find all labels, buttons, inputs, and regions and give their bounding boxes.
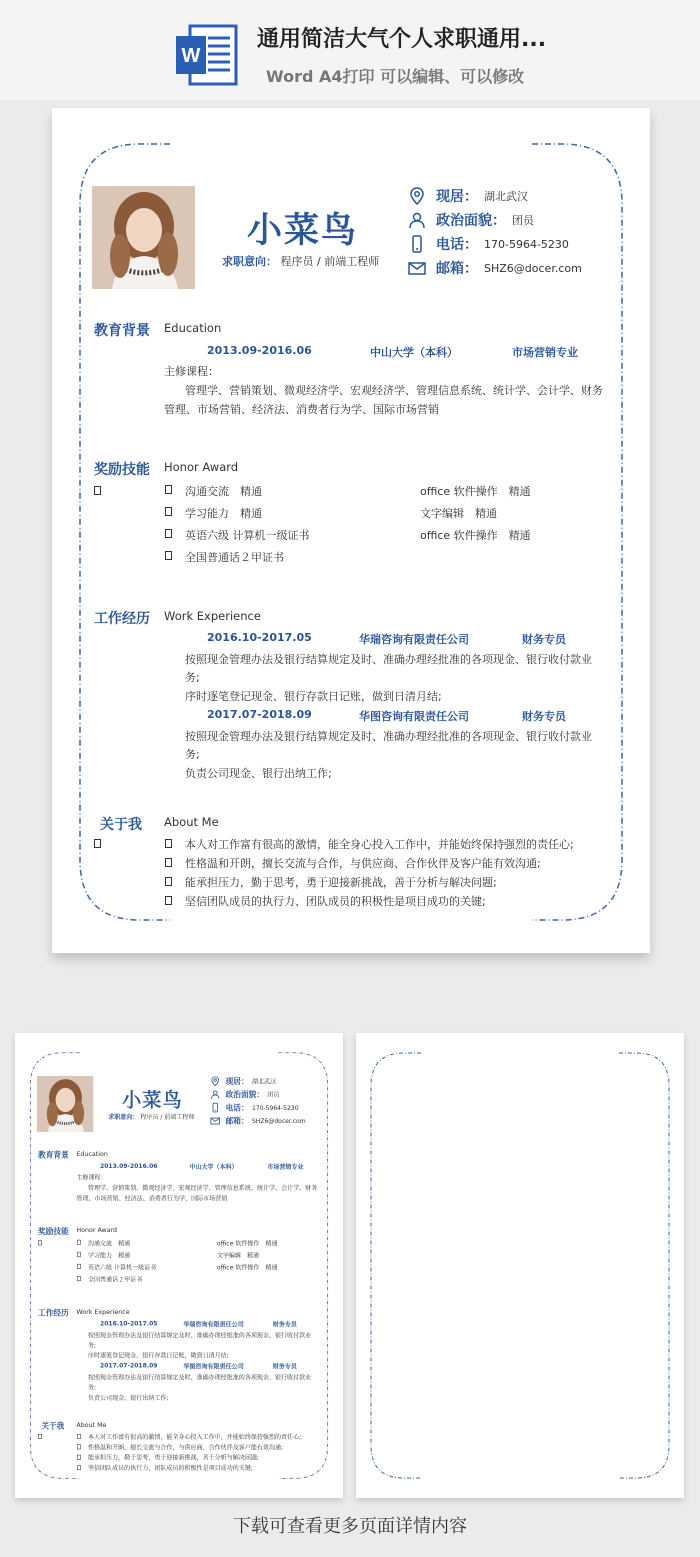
job-intent-label: 求职意向： <box>108 1113 139 1121</box>
person-icon <box>210 1089 220 1099</box>
job-intent <box>222 253 379 269</box>
job-company: 华瑞咨询有限责任公司 <box>359 633 469 646</box>
word-document-icon <box>174 22 240 88</box>
bullet-box <box>77 1444 81 1449</box>
education-title: 教育背景 <box>94 323 150 339</box>
work-title-en: Work Experience <box>76 1307 130 1316</box>
job-duty-line: 序时逐笔登记现金、银行存款日记账，做到日清月结; <box>185 690 442 703</box>
awards-title: 奖励技能 <box>94 462 150 478</box>
job-period: 2016.10-2017.05 <box>100 1319 158 1327</box>
document-subtitle: Word A4打印 可以编辑、可以修改 <box>266 67 525 86</box>
candidate-name: 小菜鸟 <box>121 1089 183 1112</box>
bullet-box <box>77 1434 81 1439</box>
job-duty-line: 务; <box>185 671 200 684</box>
courses-label: 主修课程： <box>164 365 219 378</box>
job-duty-line: 按照现金管理办法及银行结算规定及时、准确办理经批准的各项现金、银行收付款业 <box>87 1331 312 1340</box>
job-period: 2017.07-2018.09 <box>207 708 312 721</box>
education-school: 中山大学（本科） <box>189 1163 238 1171</box>
bullet-box <box>165 485 172 494</box>
skill-item: 文字编辑 精通 <box>420 507 497 520</box>
bullet-box <box>165 551 172 560</box>
bullet-box <box>77 1276 81 1281</box>
job-duty-line: 务; <box>87 1341 97 1349</box>
location-pin-icon <box>210 1076 220 1086</box>
education-title-en: Education <box>164 321 222 335</box>
job-duty-line: 按照现金管理办法及银行结算规定及时、准确办理经批准的各项现金、银行收付款业 <box>185 730 592 743</box>
education-title-en: Education <box>76 1149 108 1158</box>
bullet-box <box>38 1240 42 1245</box>
job-duty-line: 务; <box>185 748 200 761</box>
education-major: 市场营销专业 <box>267 1163 304 1171</box>
document-title: 通用简洁大气个人求职通用... <box>257 27 547 52</box>
resume-page-1 <box>52 108 650 953</box>
job-duty-line: 序时逐笔登记现金、银行存款日记账，做到日清月结; <box>87 1352 229 1360</box>
award-item: 全国普通话２甲证书 <box>87 1275 143 1284</box>
about-title: 关于我 <box>100 817 142 833</box>
job-intent <box>108 1113 194 1122</box>
about-item: 能承担压力，勤于思考，勇于迎接新挑战，善于分析与解决问题; <box>87 1454 259 1462</box>
education-period: 2013.09-2016.06 <box>207 344 312 357</box>
svg-text:W: W <box>181 45 201 67</box>
page-thumbnail-1-content <box>15 1033 343 1496</box>
job-intent-value: 程序员 / 前端工程师 <box>140 1113 195 1121</box>
contact-location: 现居： 湖北武汉 <box>210 1076 276 1087</box>
job-role: 财务专员 <box>522 633 566 646</box>
person-icon <box>408 211 426 229</box>
about-item: 性格温和开朗，擅长交流与合作，与供应商、合作伙伴及客户能有效沟通; <box>185 857 541 870</box>
about-item: 本人对工作富有很高的激情，能全身心投入工作中，并能始终保持强烈的责任心; <box>87 1433 302 1441</box>
skill-item: office 软件操作 精通 <box>216 1239 278 1247</box>
bullet-box <box>165 877 172 886</box>
page-thumbnail-2[interactable] <box>356 1033 684 1498</box>
page-thumbnail-1[interactable] <box>15 1033 343 1498</box>
contact-location: 现居： 湖北武汉 <box>408 186 528 206</box>
contact-email: 邮箱： SHZ6@docer.com <box>408 258 582 278</box>
job-period: 2016.10-2017.05 <box>207 631 312 644</box>
bullet-box <box>77 1264 81 1269</box>
about-item: 坚信团队成员的执行力、团队成员的积极性是项目成功的关键; <box>185 895 486 908</box>
bullet-box <box>77 1252 81 1257</box>
phone-icon <box>408 235 426 253</box>
skill-item: office 软件操作 精通 <box>216 1263 278 1272</box>
location-pin-icon <box>408 187 426 205</box>
job-intent-label: 求职意向： <box>222 255 277 268</box>
contact-phone: 电话： 170-5964-5230 <box>408 234 569 254</box>
bullet-box <box>165 896 172 905</box>
phone-icon <box>210 1103 220 1113</box>
envelope-icon <box>210 1116 220 1126</box>
award-item: 沟通交流 精通 <box>185 485 262 498</box>
about-title-en: About Me <box>164 815 219 829</box>
courses-line-2: 管理、市场营销、经济法、消费者行为学、国际市场营销 <box>76 1194 228 1202</box>
bullet-box <box>165 858 172 867</box>
about-title: 关于我 <box>41 1421 65 1431</box>
work-title-en: Work Experience <box>164 609 261 623</box>
contact-email: 邮箱： SHZ6@docer.com <box>210 1115 305 1126</box>
job-company: 华图咨询有限责任公司 <box>183 1363 244 1371</box>
envelope-icon <box>408 259 426 277</box>
bullet-box <box>77 1465 81 1470</box>
award-item: 英语六级 计算机一级证书 <box>87 1263 157 1272</box>
job-company: 华图咨询有限责任公司 <box>359 710 469 723</box>
awards-title: 奖励技能 <box>38 1227 69 1236</box>
job-duty-line: 务; <box>87 1384 97 1392</box>
job-role: 财务专员 <box>272 1363 297 1371</box>
bullet-box <box>165 839 172 848</box>
award-item: 英语六级 计算机一级证书 <box>185 529 310 542</box>
contact-phone: 电话： 170-5964-5230 <box>210 1102 298 1113</box>
about-item: 坚信团队成员的执行力、团队成员的积极性是项目成功的关键; <box>87 1464 253 1472</box>
profile-photo <box>92 186 195 289</box>
awards-title-en: Honor Award <box>76 1226 118 1234</box>
job-intent-value: 程序员 / 前端工程师 <box>280 255 380 268</box>
work-title: 工作经历 <box>94 611 150 627</box>
education-title: 教育背景 <box>38 1150 69 1160</box>
skill-item: 文字编辑 精通 <box>216 1251 260 1259</box>
courses-line-1: 管理学、营销策划、微观经济学、宏观经济学、管理信息系统、统计学、会计学、财务 <box>87 1184 318 1192</box>
award-item: 学习能力 精通 <box>87 1251 131 1259</box>
candidate-name: 小菜鸟 <box>247 211 359 251</box>
job-duty-line: 负责公司现金、银行出纳工作; <box>87 1394 169 1402</box>
courses-line-2: 管理、市场营销、经济法、消费者行为学、国际市场营销 <box>164 403 439 416</box>
education-period: 2013.09-2016.06 <box>100 1162 158 1170</box>
job-period: 2017.07-2018.09 <box>100 1362 158 1370</box>
awards-title-en: Honor Award <box>164 460 239 474</box>
footer-hint: 下载可查看更多页面详情内容 <box>233 1516 467 1537</box>
contact-political-status: 政治面貌： 团员 <box>210 1089 279 1100</box>
dashed-frame <box>356 1033 684 1498</box>
about-title-en: About Me <box>76 1420 107 1429</box>
education-school: 中山大学（本科） <box>370 346 458 359</box>
bullet-box <box>94 839 101 848</box>
job-role: 财务专员 <box>522 710 566 723</box>
bullet-box <box>77 1240 81 1245</box>
courses-label: 主修课程： <box>76 1173 107 1182</box>
award-item: 全国普通话２甲证书 <box>185 551 284 564</box>
about-item: 能承担压力，勤于思考，勇于迎接新挑战，善于分析与解决问题; <box>185 876 497 889</box>
education-major: 市场营销专业 <box>512 346 578 359</box>
job-duty-line: 按照现金管理办法及银行结算规定及时、准确办理经批准的各项现金、银行收付款业 <box>185 653 592 666</box>
about-item: 本人对工作富有很高的激情，能全身心投入工作中，并能始终保持强烈的责任心; <box>185 838 574 851</box>
award-item: 学习能力 精通 <box>185 507 262 520</box>
job-duty-line: 负责公司现金、银行出纳工作; <box>185 767 332 780</box>
work-title: 工作经历 <box>38 1308 69 1318</box>
bullet-box <box>94 486 101 495</box>
profile-photo <box>37 1076 93 1132</box>
job-duty-line: 按照现金管理办法及银行结算规定及时、准确办理经批准的各项现金、银行收付款业 <box>87 1374 312 1382</box>
courses-line-1: 管理学、营销策划、微观经济学、宏观经济学、管理信息系统、统计学、会计学、财务 <box>185 384 603 397</box>
skill-item: office 软件操作 精通 <box>420 485 531 498</box>
job-company: 华瑞咨询有限责任公司 <box>183 1320 244 1329</box>
award-item: 沟通交流 精通 <box>87 1239 131 1247</box>
contact-political-status: 政治面貌： 团员 <box>408 210 534 230</box>
bullet-box <box>165 529 172 538</box>
bullet-box <box>38 1434 42 1439</box>
bullet-box <box>77 1455 81 1460</box>
about-item: 性格温和开朗，擅长交流与合作，与供应商、合作伙伴及客户能有效沟通; <box>87 1443 284 1451</box>
job-role: 财务专员 <box>272 1320 297 1329</box>
preview-header <box>0 0 700 100</box>
skill-item: office 软件操作 精通 <box>420 529 531 542</box>
bullet-box <box>165 507 172 516</box>
